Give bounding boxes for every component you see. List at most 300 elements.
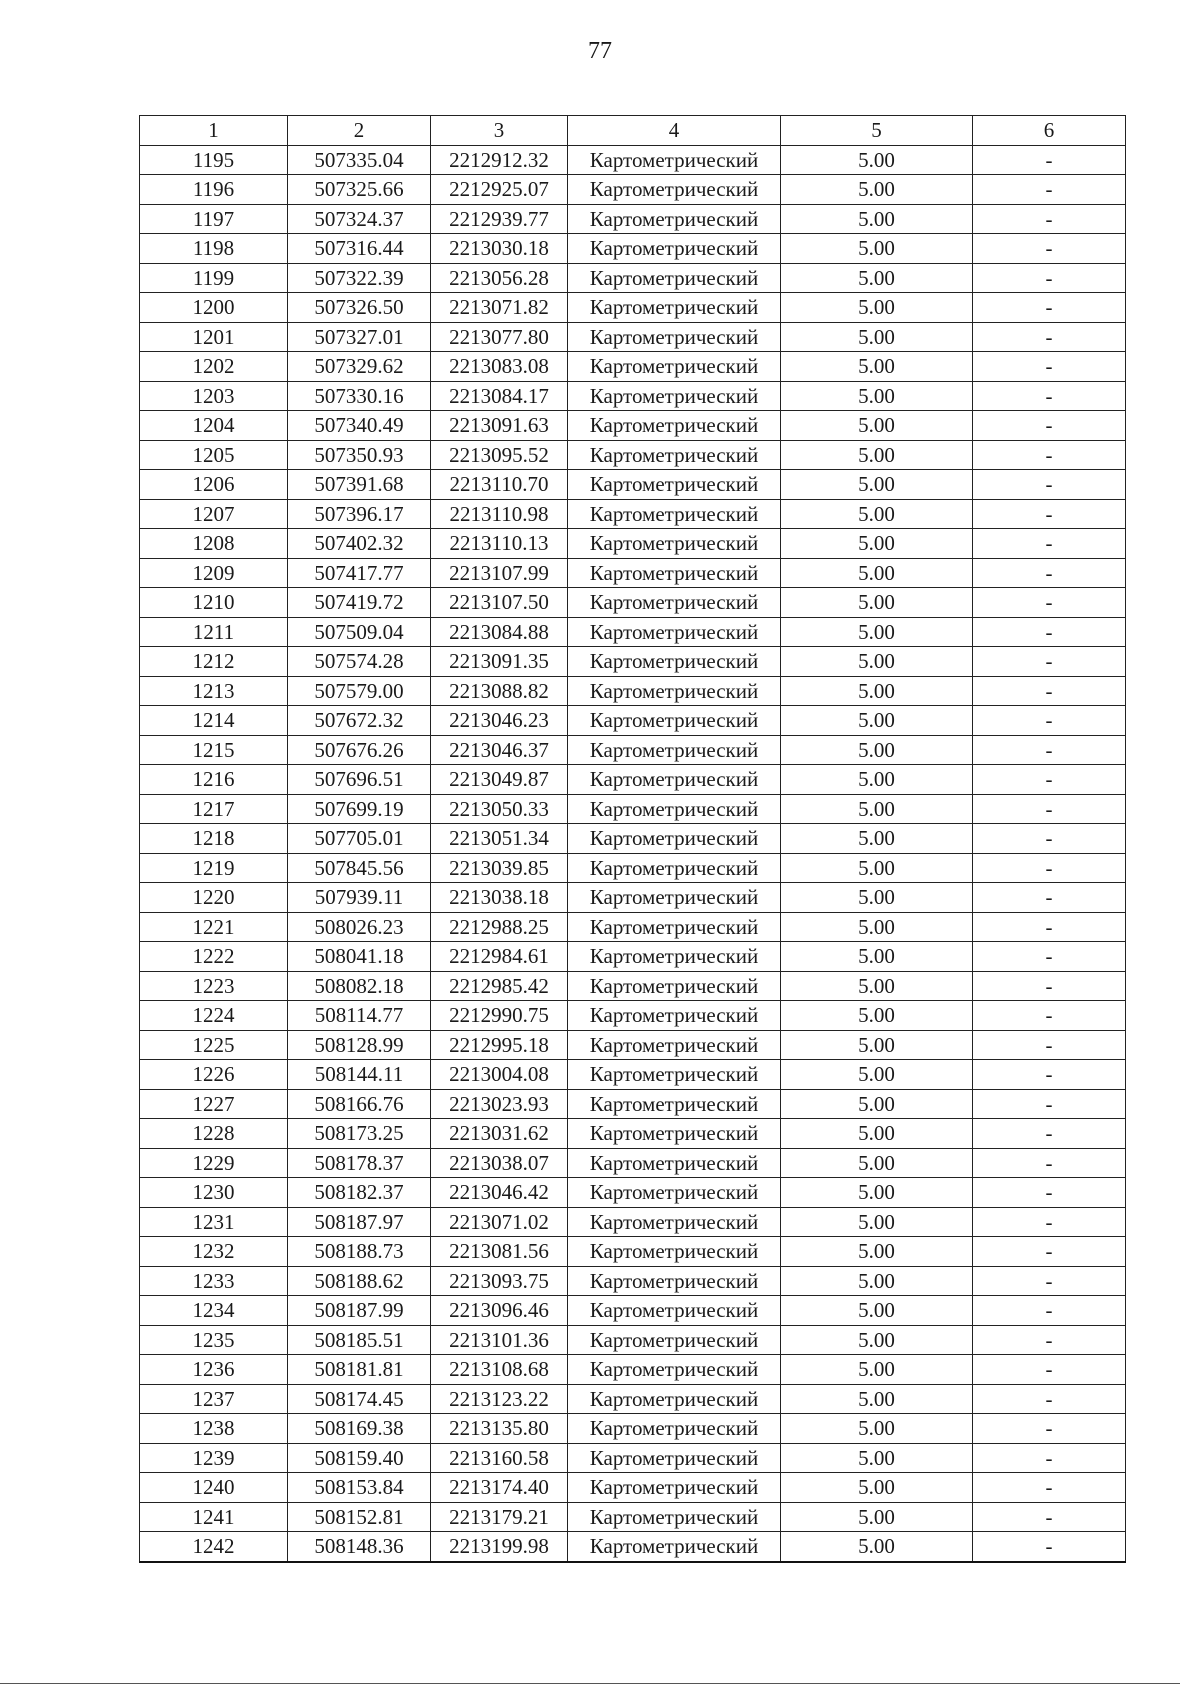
point-number-cell: 1222 — [140, 942, 288, 972]
point-number-cell: 1195 — [140, 145, 288, 175]
y-coordinate-cell: 2212939.77 — [431, 204, 568, 234]
column-header-6: 6 — [973, 116, 1126, 146]
table-row — [140, 470, 1126, 500]
x-coordinate-cell: 508082.18 — [288, 971, 431, 1001]
note-cell: - — [973, 1060, 1126, 1090]
x-coordinate-cell: 507340.49 — [288, 411, 431, 441]
method-cell: Картометрический — [568, 1030, 781, 1060]
x-coordinate-cell: 507326.50 — [288, 293, 431, 323]
table-row — [140, 1532, 1126, 1562]
note-cell: - — [973, 1148, 1126, 1178]
accuracy-cell: 5.00 — [781, 1207, 973, 1237]
note-cell: - — [973, 647, 1126, 677]
y-coordinate-cell: 2213135.80 — [431, 1414, 568, 1444]
note-cell: - — [973, 942, 1126, 972]
accuracy-cell: 5.00 — [781, 1237, 973, 1267]
method-cell: Картометрический — [568, 1178, 781, 1208]
y-coordinate-cell: 2213084.17 — [431, 381, 568, 411]
table-row — [140, 1296, 1126, 1326]
y-coordinate-cell: 2213004.08 — [431, 1060, 568, 1090]
x-coordinate-cell: 508153.84 — [288, 1473, 431, 1503]
method-cell: Картометрический — [568, 1384, 781, 1414]
column-header-3: 3 — [431, 116, 568, 146]
note-cell: - — [973, 588, 1126, 618]
table-row — [140, 1384, 1126, 1414]
table-row — [140, 1148, 1126, 1178]
note-cell: - — [973, 381, 1126, 411]
method-cell: Картометрический — [568, 293, 781, 323]
note-cell: - — [973, 322, 1126, 352]
table-row — [140, 647, 1126, 677]
y-coordinate-cell: 2213110.98 — [431, 499, 568, 529]
note-cell: - — [973, 912, 1126, 942]
point-number-cell: 1231 — [140, 1207, 288, 1237]
y-coordinate-cell: 2213081.56 — [431, 1237, 568, 1267]
note-cell: - — [973, 470, 1126, 500]
method-cell: Картометрический — [568, 676, 781, 706]
point-number-cell: 1229 — [140, 1148, 288, 1178]
table-row — [140, 558, 1126, 588]
table-row — [140, 735, 1126, 765]
table-header-row — [140, 116, 1126, 146]
point-number-cell: 1216 — [140, 765, 288, 795]
note-cell: - — [973, 234, 1126, 264]
method-cell: Картометрический — [568, 175, 781, 205]
table-row — [140, 204, 1126, 234]
accuracy-cell: 5.00 — [781, 1089, 973, 1119]
accuracy-cell: 5.00 — [781, 1060, 973, 1090]
method-cell: Картометрический — [568, 1443, 781, 1473]
table-row — [140, 824, 1126, 854]
table-row — [140, 1414, 1126, 1444]
accuracy-cell: 5.00 — [781, 824, 973, 854]
y-coordinate-cell: 2213050.33 — [431, 794, 568, 824]
method-cell: Картометрический — [568, 411, 781, 441]
x-coordinate-cell: 507672.32 — [288, 706, 431, 736]
point-number-cell: 1227 — [140, 1089, 288, 1119]
table-row — [140, 1089, 1126, 1119]
note-cell: - — [973, 794, 1126, 824]
point-number-cell: 1215 — [140, 735, 288, 765]
y-coordinate-cell: 2212988.25 — [431, 912, 568, 942]
point-number-cell: 1197 — [140, 204, 288, 234]
method-cell: Картометрический — [568, 588, 781, 618]
method-cell: Картометрический — [568, 352, 781, 382]
point-number-cell: 1202 — [140, 352, 288, 382]
accuracy-cell: 5.00 — [781, 1355, 973, 1385]
method-cell: Картометрический — [568, 794, 781, 824]
point-number-cell: 1235 — [140, 1325, 288, 1355]
accuracy-cell: 5.00 — [781, 381, 973, 411]
point-number-cell: 1212 — [140, 647, 288, 677]
note-cell: - — [973, 499, 1126, 529]
note-cell: - — [973, 1030, 1126, 1060]
x-coordinate-cell: 508166.76 — [288, 1089, 431, 1119]
accuracy-cell: 5.00 — [781, 765, 973, 795]
column-header-5: 5 — [781, 116, 973, 146]
y-coordinate-cell: 2213101.36 — [431, 1325, 568, 1355]
method-cell: Картометрический — [568, 971, 781, 1001]
accuracy-cell: 5.00 — [781, 175, 973, 205]
page-bottom-rule — [0, 1683, 1180, 1684]
point-number-cell: 1204 — [140, 411, 288, 441]
accuracy-cell: 5.00 — [781, 942, 973, 972]
table-row — [140, 263, 1126, 293]
point-number-cell: 1211 — [140, 617, 288, 647]
y-coordinate-cell: 2213046.42 — [431, 1178, 568, 1208]
x-coordinate-cell: 508148.36 — [288, 1532, 431, 1562]
column-header-1: 1 — [140, 116, 288, 146]
y-coordinate-cell: 2213056.28 — [431, 263, 568, 293]
accuracy-cell: 5.00 — [781, 1296, 973, 1326]
point-number-cell: 1220 — [140, 883, 288, 913]
x-coordinate-cell: 508128.99 — [288, 1030, 431, 1060]
x-coordinate-cell: 507705.01 — [288, 824, 431, 854]
note-cell: - — [973, 1325, 1126, 1355]
y-coordinate-cell: 2212912.32 — [431, 145, 568, 175]
point-number-cell: 1232 — [140, 1237, 288, 1267]
table-row — [140, 883, 1126, 913]
accuracy-cell: 5.00 — [781, 1443, 973, 1473]
accuracy-cell: 5.00 — [781, 411, 973, 441]
table-row — [140, 1119, 1126, 1149]
y-coordinate-cell: 2213093.75 — [431, 1266, 568, 1296]
note-cell: - — [973, 411, 1126, 441]
note-cell: - — [973, 1266, 1126, 1296]
table-row — [140, 322, 1126, 352]
note-cell: - — [973, 1207, 1126, 1237]
note-cell: - — [973, 1443, 1126, 1473]
x-coordinate-cell: 508187.99 — [288, 1296, 431, 1326]
accuracy-cell: 5.00 — [781, 499, 973, 529]
note-cell: - — [973, 352, 1126, 382]
x-coordinate-cell: 507322.39 — [288, 263, 431, 293]
x-coordinate-cell: 507327.01 — [288, 322, 431, 352]
y-coordinate-cell: 2213038.07 — [431, 1148, 568, 1178]
method-cell: Картометрический — [568, 735, 781, 765]
accuracy-cell: 5.00 — [781, 617, 973, 647]
x-coordinate-cell: 508181.81 — [288, 1355, 431, 1385]
method-cell: Картометрический — [568, 706, 781, 736]
method-cell: Картометрический — [568, 1060, 781, 1090]
point-number-cell: 1240 — [140, 1473, 288, 1503]
x-coordinate-cell: 507330.16 — [288, 381, 431, 411]
accuracy-cell: 5.00 — [781, 1532, 973, 1562]
note-cell: - — [973, 1001, 1126, 1031]
x-coordinate-cell: 507324.37 — [288, 204, 431, 234]
method-cell: Картометрический — [568, 381, 781, 411]
accuracy-cell: 5.00 — [781, 912, 973, 942]
point-number-cell: 1196 — [140, 175, 288, 205]
y-coordinate-cell: 2213039.85 — [431, 853, 568, 883]
y-coordinate-cell: 2213096.46 — [431, 1296, 568, 1326]
y-coordinate-cell: 2213107.50 — [431, 588, 568, 618]
accuracy-cell: 5.00 — [781, 352, 973, 382]
column-header-2: 2 — [288, 116, 431, 146]
method-cell: Картометрический — [568, 942, 781, 972]
note-cell: - — [973, 1384, 1126, 1414]
table-row — [140, 1266, 1126, 1296]
point-number-cell: 1221 — [140, 912, 288, 942]
note-cell: - — [973, 440, 1126, 470]
point-number-cell: 1198 — [140, 234, 288, 264]
accuracy-cell: 5.00 — [781, 1502, 973, 1532]
x-coordinate-cell: 507417.77 — [288, 558, 431, 588]
y-coordinate-cell: 2213088.82 — [431, 676, 568, 706]
table-row — [140, 706, 1126, 736]
table-row — [140, 1502, 1126, 1532]
y-coordinate-cell: 2212990.75 — [431, 1001, 568, 1031]
table-row — [140, 293, 1126, 323]
x-coordinate-cell: 508169.38 — [288, 1414, 431, 1444]
point-number-cell: 1208 — [140, 529, 288, 559]
x-coordinate-cell: 507696.51 — [288, 765, 431, 795]
point-number-cell: 1219 — [140, 853, 288, 883]
y-coordinate-cell: 2212984.61 — [431, 942, 568, 972]
note-cell: - — [973, 1355, 1126, 1385]
accuracy-cell: 5.00 — [781, 1473, 973, 1503]
table-row — [140, 234, 1126, 264]
table-row — [140, 529, 1126, 559]
method-cell: Картометрический — [568, 883, 781, 913]
note-cell: - — [973, 1089, 1126, 1119]
accuracy-cell: 5.00 — [781, 1266, 973, 1296]
accuracy-cell: 5.00 — [781, 263, 973, 293]
table-row — [140, 853, 1126, 883]
accuracy-cell: 5.00 — [781, 440, 973, 470]
x-coordinate-cell: 508188.73 — [288, 1237, 431, 1267]
y-coordinate-cell: 2212985.42 — [431, 971, 568, 1001]
y-coordinate-cell: 2213049.87 — [431, 765, 568, 795]
method-cell: Картометрический — [568, 1119, 781, 1149]
note-cell: - — [973, 765, 1126, 795]
accuracy-cell: 5.00 — [781, 588, 973, 618]
accuracy-cell: 5.00 — [781, 470, 973, 500]
accuracy-cell: 5.00 — [781, 883, 973, 913]
method-cell: Картометрический — [568, 1473, 781, 1503]
note-cell: - — [973, 617, 1126, 647]
x-coordinate-cell: 508188.62 — [288, 1266, 431, 1296]
y-coordinate-cell: 2213046.37 — [431, 735, 568, 765]
y-coordinate-cell: 2213091.35 — [431, 647, 568, 677]
y-coordinate-cell: 2213071.02 — [431, 1207, 568, 1237]
point-number-cell: 1234 — [140, 1296, 288, 1326]
note-cell: - — [973, 1414, 1126, 1444]
y-coordinate-cell: 2213077.80 — [431, 322, 568, 352]
y-coordinate-cell: 2212995.18 — [431, 1030, 568, 1060]
note-cell: - — [973, 971, 1126, 1001]
method-cell: Картометрический — [568, 1207, 781, 1237]
point-number-cell: 1213 — [140, 676, 288, 706]
y-coordinate-cell: 2213031.62 — [431, 1119, 568, 1149]
y-coordinate-cell: 2213095.52 — [431, 440, 568, 470]
x-coordinate-cell: 507350.93 — [288, 440, 431, 470]
point-number-cell: 1238 — [140, 1414, 288, 1444]
accuracy-cell: 5.00 — [781, 647, 973, 677]
x-coordinate-cell: 508178.37 — [288, 1148, 431, 1178]
point-number-cell: 1209 — [140, 558, 288, 588]
x-coordinate-cell: 508026.23 — [288, 912, 431, 942]
accuracy-cell: 5.00 — [781, 322, 973, 352]
table-row — [140, 1473, 1126, 1503]
accuracy-cell: 5.00 — [781, 1325, 973, 1355]
method-cell: Картометрический — [568, 322, 781, 352]
accuracy-cell: 5.00 — [781, 794, 973, 824]
x-coordinate-cell: 507509.04 — [288, 617, 431, 647]
method-cell: Картометрический — [568, 617, 781, 647]
point-number-cell: 1228 — [140, 1119, 288, 1149]
x-coordinate-cell: 507396.17 — [288, 499, 431, 529]
x-coordinate-cell: 508174.45 — [288, 1384, 431, 1414]
table-row — [140, 1207, 1126, 1237]
note-cell: - — [973, 263, 1126, 293]
table-row — [140, 1325, 1126, 1355]
note-cell: - — [973, 735, 1126, 765]
point-number-cell: 1230 — [140, 1178, 288, 1208]
y-coordinate-cell: 2213091.63 — [431, 411, 568, 441]
method-cell: Картометрический — [568, 145, 781, 175]
point-number-cell: 1217 — [140, 794, 288, 824]
point-number-cell: 1201 — [140, 322, 288, 352]
point-number-cell: 1210 — [140, 588, 288, 618]
x-coordinate-cell: 508144.11 — [288, 1060, 431, 1090]
method-cell: Картометрический — [568, 1502, 781, 1532]
accuracy-cell: 5.00 — [781, 853, 973, 883]
accuracy-cell: 5.00 — [781, 1148, 973, 1178]
note-cell: - — [973, 706, 1126, 736]
method-cell: Картометрический — [568, 824, 781, 854]
y-coordinate-cell: 2213160.58 — [431, 1443, 568, 1473]
table-row — [140, 411, 1126, 441]
x-coordinate-cell: 507676.26 — [288, 735, 431, 765]
point-number-cell: 1205 — [140, 440, 288, 470]
note-cell: - — [973, 1178, 1126, 1208]
table-row — [140, 1001, 1126, 1031]
table-row — [140, 794, 1126, 824]
y-coordinate-cell: 2213199.98 — [431, 1532, 568, 1562]
method-cell: Картометрический — [568, 1089, 781, 1119]
accuracy-cell: 5.00 — [781, 676, 973, 706]
accuracy-cell: 5.00 — [781, 293, 973, 323]
method-cell: Картометрический — [568, 1414, 781, 1444]
accuracy-cell: 5.00 — [781, 1001, 973, 1031]
x-coordinate-cell: 508114.77 — [288, 1001, 431, 1031]
table-row — [140, 912, 1126, 942]
note-cell: - — [973, 175, 1126, 205]
accuracy-cell: 5.00 — [781, 706, 973, 736]
accuracy-cell: 5.00 — [781, 1414, 973, 1444]
y-coordinate-cell: 2212925.07 — [431, 175, 568, 205]
method-cell: Картометрический — [568, 912, 781, 942]
point-number-cell: 1241 — [140, 1502, 288, 1532]
method-cell: Картометрический — [568, 1532, 781, 1562]
y-coordinate-cell: 2213084.88 — [431, 617, 568, 647]
x-coordinate-cell: 507699.19 — [288, 794, 431, 824]
table-row — [140, 440, 1126, 470]
y-coordinate-cell: 2213038.18 — [431, 883, 568, 913]
method-cell: Картометрический — [568, 853, 781, 883]
x-coordinate-cell: 508182.37 — [288, 1178, 431, 1208]
table-row — [140, 1443, 1126, 1473]
accuracy-cell: 5.00 — [781, 529, 973, 559]
y-coordinate-cell: 2213179.21 — [431, 1502, 568, 1532]
point-number-cell: 1236 — [140, 1355, 288, 1385]
table-row — [140, 499, 1126, 529]
x-coordinate-cell: 507939.11 — [288, 883, 431, 913]
y-coordinate-cell: 2213110.13 — [431, 529, 568, 559]
note-cell: - — [973, 1532, 1126, 1562]
accuracy-cell: 5.00 — [781, 1119, 973, 1149]
x-coordinate-cell: 507845.56 — [288, 853, 431, 883]
accuracy-cell: 5.00 — [781, 1030, 973, 1060]
method-cell: Картометрический — [568, 1001, 781, 1031]
method-cell: Картометрический — [568, 1237, 781, 1267]
x-coordinate-cell: 508159.40 — [288, 1443, 431, 1473]
point-number-cell: 1218 — [140, 824, 288, 854]
point-number-cell: 1242 — [140, 1532, 288, 1562]
y-coordinate-cell: 2213083.08 — [431, 352, 568, 382]
point-number-cell: 1206 — [140, 470, 288, 500]
method-cell: Картометрический — [568, 440, 781, 470]
table-row — [140, 1060, 1126, 1090]
table-row — [140, 971, 1126, 1001]
table-row — [140, 145, 1126, 175]
point-number-cell: 1223 — [140, 971, 288, 1001]
y-coordinate-cell: 2213123.22 — [431, 1384, 568, 1414]
method-cell: Картометрический — [568, 1148, 781, 1178]
accuracy-cell: 5.00 — [781, 1178, 973, 1208]
x-coordinate-cell: 507325.66 — [288, 175, 431, 205]
y-coordinate-cell: 2213071.82 — [431, 293, 568, 323]
accuracy-cell: 5.00 — [781, 558, 973, 588]
accuracy-cell: 5.00 — [781, 971, 973, 1001]
point-number-cell: 1214 — [140, 706, 288, 736]
accuracy-cell: 5.00 — [781, 735, 973, 765]
point-number-cell: 1239 — [140, 1443, 288, 1473]
table-row — [140, 352, 1126, 382]
point-number-cell: 1225 — [140, 1030, 288, 1060]
point-number-cell: 1203 — [140, 381, 288, 411]
note-cell: - — [973, 204, 1126, 234]
method-cell: Картометрический — [568, 234, 781, 264]
point-number-cell: 1233 — [140, 1266, 288, 1296]
table-row — [140, 942, 1126, 972]
table-row — [140, 1237, 1126, 1267]
point-number-cell: 1199 — [140, 263, 288, 293]
y-coordinate-cell: 2213174.40 — [431, 1473, 568, 1503]
x-coordinate-cell: 507391.68 — [288, 470, 431, 500]
coordinates-table — [139, 115, 1126, 1563]
table-row — [140, 1178, 1126, 1208]
note-cell: - — [973, 1237, 1126, 1267]
method-cell: Картометрический — [568, 263, 781, 293]
x-coordinate-cell: 507402.32 — [288, 529, 431, 559]
method-cell: Картометрический — [568, 647, 781, 677]
table-row — [140, 1030, 1126, 1060]
note-cell: - — [973, 676, 1126, 706]
method-cell: Картометрический — [568, 1355, 781, 1385]
accuracy-cell: 5.00 — [781, 145, 973, 175]
point-number-cell: 1224 — [140, 1001, 288, 1031]
note-cell: - — [973, 1473, 1126, 1503]
table-row — [140, 588, 1126, 618]
y-coordinate-cell: 2213030.18 — [431, 234, 568, 264]
table-body — [140, 145, 1126, 1562]
note-cell: - — [973, 883, 1126, 913]
method-cell: Картометрический — [568, 1266, 781, 1296]
note-cell: - — [973, 1502, 1126, 1532]
x-coordinate-cell: 507419.72 — [288, 588, 431, 618]
